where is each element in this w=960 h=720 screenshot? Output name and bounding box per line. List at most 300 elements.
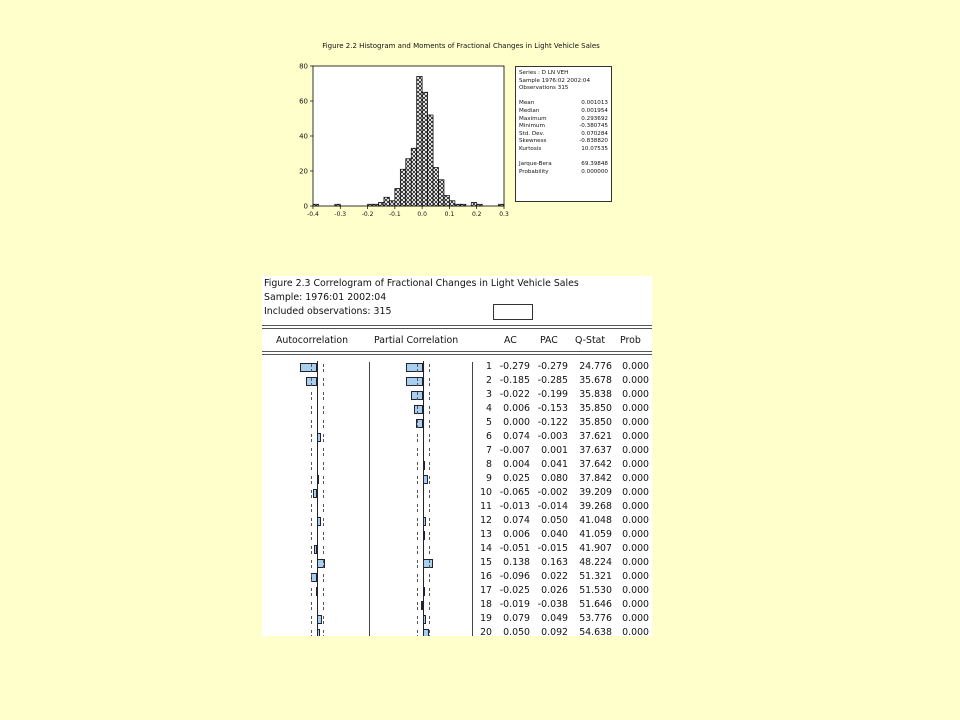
- lag-cell: 8: [486, 459, 492, 470]
- q-stat-cell: 37.642: [579, 459, 612, 470]
- confidence-band-tick: [323, 616, 324, 624]
- q-stat-cell: 39.209: [579, 487, 612, 498]
- histogram-bar: [439, 180, 444, 206]
- confidence-band-tick: [311, 560, 312, 568]
- confidence-band-tick: [429, 392, 430, 400]
- lag-cell: 12: [480, 515, 492, 526]
- confidence-band-tick: [311, 518, 312, 526]
- pac-cell: 0.040: [541, 529, 568, 540]
- confidence-band-tick: [417, 560, 418, 568]
- confidence-band-tick: [429, 574, 430, 582]
- confidence-band-tick: [311, 588, 312, 596]
- histogram-bar: [378, 203, 383, 207]
- pac-cell: -0.003: [537, 431, 568, 442]
- correlogram-row: [262, 403, 652, 417]
- q-stat-cell: 41.907: [579, 543, 612, 554]
- confidence-band-tick: [417, 518, 418, 526]
- lag-cell: 1: [486, 361, 492, 372]
- confidence-band-tick: [417, 364, 418, 372]
- q-stat-cell: 51.321: [579, 571, 612, 582]
- prob-cell: 0.000: [622, 543, 649, 554]
- lag-cell: 11: [480, 501, 492, 512]
- histogram-bar: [368, 204, 373, 206]
- confidence-band-tick: [323, 504, 324, 512]
- ac-cell: -0.065: [499, 487, 530, 498]
- confidence-band-tick: [323, 560, 324, 568]
- confidence-band-tick: [323, 462, 324, 470]
- confidence-band-tick: [417, 476, 418, 484]
- confidence-band-tick: [311, 420, 312, 428]
- prob-cell: 0.000: [622, 529, 649, 540]
- ac-cell: 0.074: [503, 431, 530, 442]
- prob-cell: 0.000: [622, 473, 649, 484]
- q-stat-cell: 37.637: [579, 445, 612, 456]
- confidence-band-tick: [323, 364, 324, 372]
- col-header-q-stat: Q-Stat: [575, 335, 606, 346]
- confidence-band-tick: [429, 364, 430, 372]
- confidence-band-tick: [417, 434, 418, 442]
- x-tick-label: 0.1: [444, 211, 455, 218]
- lag-cell: 10: [480, 487, 492, 498]
- prob-cell: 0.000: [622, 361, 649, 372]
- stat-label: Kurtosis: [519, 145, 542, 152]
- confidence-band-tick: [323, 490, 324, 498]
- prob-cell: 0.000: [622, 571, 649, 582]
- confidence-band-tick: [429, 490, 430, 498]
- lag-cell: 5: [486, 417, 492, 428]
- lag-cell: 15: [480, 557, 492, 568]
- q-stat-cell: 53.776: [579, 613, 612, 624]
- autocorrelation-bar: [317, 629, 320, 636]
- stat-row: [519, 169, 608, 177]
- confidence-band-tick: [311, 378, 312, 386]
- x-tick-label: 0.3: [499, 211, 509, 218]
- correlogram-row: [262, 515, 652, 529]
- confidence-band-tick: [429, 406, 430, 414]
- confidence-band-tick: [429, 532, 430, 540]
- y-tick-label: 20: [299, 167, 308, 176]
- ac-cell: 0.000: [503, 417, 530, 428]
- autocorrelation-bar: [313, 489, 317, 498]
- confidence-band-tick: [323, 588, 324, 596]
- q-stat-cell: 54.638: [579, 627, 612, 636]
- ac-cell: 0.138: [503, 557, 530, 568]
- stat-row: [519, 116, 608, 124]
- pac-cell: -0.285: [537, 375, 568, 386]
- correlogram-title: Figure 2.3 Correlogram of Fractional Changes in Light Vehicle Sales: [264, 278, 579, 289]
- moments-stats-box: [515, 66, 612, 202]
- lag-cell: 16: [480, 571, 492, 582]
- stat-label: Probability: [519, 168, 549, 175]
- stat-row: [519, 123, 608, 131]
- partial-correlation-bar: [421, 601, 423, 610]
- confidence-band-tick: [323, 574, 324, 582]
- empty-input-box: [493, 304, 533, 320]
- histogram-chart: [296, 58, 511, 220]
- confidence-band-tick: [311, 392, 312, 400]
- ac-cell: -0.013: [499, 501, 530, 512]
- histogram-bar: [384, 197, 389, 206]
- stat-value: -0.380745: [579, 123, 608, 130]
- pac-cell: -0.002: [537, 487, 568, 498]
- ac-cell: 0.050: [503, 627, 530, 636]
- q-stat-cell: 35.850: [579, 417, 612, 428]
- partial-correlation-bar: [414, 405, 423, 414]
- correlogram-row: [262, 487, 652, 501]
- col-header-pac: PAC: [540, 335, 558, 346]
- confidence-band-tick: [323, 532, 324, 540]
- histogram-bar: [400, 169, 405, 206]
- confidence-band-tick: [311, 574, 312, 582]
- correlogram-row: [262, 557, 652, 571]
- q-stat-cell: 48.224: [579, 557, 612, 568]
- prob-cell: 0.000: [622, 389, 649, 400]
- pac-cell: -0.122: [537, 417, 568, 428]
- partial-correlation-bar: [423, 629, 429, 636]
- confidence-band-tick: [417, 462, 418, 470]
- stat-label: Jarque-Bera: [519, 161, 552, 168]
- correlogram-row: [262, 543, 652, 557]
- header-rule-top: [262, 325, 652, 326]
- partial-correlation-bar: [423, 615, 426, 624]
- confidence-band-tick: [323, 518, 324, 526]
- confidence-band-tick: [429, 448, 430, 456]
- correlogram-row: [262, 375, 652, 389]
- ac-cell: -0.025: [499, 585, 530, 596]
- lag-cell: 13: [480, 529, 492, 540]
- x-tick-label: 0.0: [417, 211, 427, 218]
- confidence-band-tick: [323, 602, 324, 610]
- prob-cell: 0.000: [622, 599, 649, 610]
- partial-correlation-bar: [423, 475, 428, 484]
- stat-value: -0.838820: [579, 138, 608, 145]
- confidence-band-tick: [429, 518, 430, 526]
- lag-cell: 3: [486, 389, 492, 400]
- autocorrelation-bar: [317, 475, 319, 484]
- stat-value: 0.001954: [581, 107, 608, 114]
- confidence-band-tick: [429, 378, 430, 386]
- confidence-band-tick: [429, 616, 430, 624]
- x-tick-label: -0.4: [307, 211, 319, 218]
- pac-cell: 0.049: [541, 613, 568, 624]
- correlogram-row: [262, 571, 652, 585]
- col-header-partial-correlation: Partial Correlation: [374, 335, 459, 346]
- q-stat-cell: 51.646: [579, 599, 612, 610]
- confidence-band-tick: [417, 630, 418, 636]
- lag-cell: 2: [486, 375, 492, 386]
- pac-cell: 0.080: [541, 473, 568, 484]
- correlogram-row: [262, 613, 652, 627]
- stat-label: Std. Dev.: [519, 130, 545, 137]
- ac-cell: 0.079: [503, 613, 530, 624]
- q-stat-cell: 24.776: [579, 361, 612, 372]
- confidence-band-tick: [417, 378, 418, 386]
- confidence-band-tick: [311, 406, 312, 414]
- q-stat-cell: 39.268: [579, 501, 612, 512]
- confidence-band-tick: [311, 546, 312, 554]
- confidence-band-tick: [417, 504, 418, 512]
- confidence-band-tick: [429, 462, 430, 470]
- stats-sample-label: Sample 1976:02 2002:04: [519, 77, 591, 84]
- confidence-band-tick: [417, 420, 418, 428]
- confidence-band-tick: [417, 588, 418, 596]
- q-stat-cell: 41.048: [579, 515, 612, 526]
- confidence-band-tick: [429, 560, 430, 568]
- histogram-bar: [395, 189, 400, 207]
- stat-label: Skewness: [519, 138, 547, 145]
- lag-cell: 20: [480, 627, 492, 636]
- stat-label: Mean: [519, 100, 535, 107]
- correlogram-row: [262, 459, 652, 473]
- pac-cell: -0.279: [537, 361, 568, 372]
- confidence-band-tick: [429, 434, 430, 442]
- confidence-band-tick: [417, 532, 418, 540]
- confidence-band-tick: [323, 434, 324, 442]
- histogram-bar: [433, 168, 438, 207]
- prob-cell: 0.000: [622, 403, 649, 414]
- stat-row: [519, 146, 608, 154]
- stat-row: [519, 100, 608, 108]
- ac-cell: 0.074: [503, 515, 530, 526]
- correlogram-row: [262, 473, 652, 487]
- correlogram-row: [262, 529, 652, 543]
- confidence-band-tick: [429, 546, 430, 554]
- lag-cell: 14: [480, 543, 492, 554]
- confidence-band-tick: [311, 434, 312, 442]
- prob-cell: 0.000: [622, 557, 649, 568]
- pac-cell: -0.038: [537, 599, 568, 610]
- histogram-bar: [373, 204, 378, 206]
- confidence-band-tick: [417, 602, 418, 610]
- stat-value: 0.070284: [581, 130, 608, 137]
- correlogram-row: [262, 627, 652, 636]
- correlogram-row: [262, 417, 652, 431]
- autocorrelation-bar: [317, 517, 321, 526]
- confidence-band-tick: [323, 406, 324, 414]
- histogram-bar: [455, 204, 460, 206]
- histogram-bar: [411, 148, 416, 206]
- pac-cell: -0.015: [537, 543, 568, 554]
- q-stat-cell: 37.842: [579, 473, 612, 484]
- autocorrelation-bar: [314, 545, 317, 554]
- prob-cell: 0.000: [622, 375, 649, 386]
- correlogram-sample: Sample: 1976:01 2002:04: [264, 292, 387, 303]
- y-tick-label: 40: [299, 132, 308, 141]
- partial-correlation-bar: [423, 531, 425, 540]
- pac-cell: 0.001: [541, 445, 568, 456]
- histogram-bar: [406, 159, 411, 206]
- correlogram-row: [262, 361, 652, 375]
- ac-cell: 0.004: [503, 459, 530, 470]
- q-stat-cell: 35.838: [579, 389, 612, 400]
- confidence-band-tick: [311, 630, 312, 636]
- confidence-band-tick: [417, 406, 418, 414]
- confidence-band-tick: [323, 420, 324, 428]
- confidence-band-tick: [429, 630, 430, 636]
- stat-value: 10.07535: [581, 145, 608, 152]
- prob-cell: 0.000: [622, 501, 649, 512]
- q-stat-cell: 35.850: [579, 403, 612, 414]
- ac-cell: -0.051: [499, 543, 530, 554]
- stat-row: [519, 108, 608, 116]
- stat-value: 0.000000: [581, 168, 608, 175]
- q-stat-cell: 41.059: [579, 529, 612, 540]
- q-stat-cell: 35.678: [579, 375, 612, 386]
- col-header-prob: Prob: [620, 335, 641, 346]
- correlogram-row: [262, 585, 652, 599]
- q-stat-cell: 51.530: [579, 585, 612, 596]
- lag-cell: 6: [486, 431, 492, 442]
- autocorrelation-bar: [317, 559, 325, 568]
- confidence-band-tick: [417, 616, 418, 624]
- correlogram-included-observations: Included observations: 315: [264, 306, 392, 317]
- col-header-ac: AC: [504, 335, 517, 346]
- confidence-band-tick: [311, 602, 312, 610]
- histogram-bar: [460, 204, 465, 206]
- ac-cell: -0.019: [499, 599, 530, 610]
- stat-value: 0.001013: [581, 100, 608, 107]
- ac-cell: 0.006: [503, 529, 530, 540]
- stat-label: Median: [519, 107, 540, 114]
- lag-cell: 7: [486, 445, 492, 456]
- prob-cell: 0.000: [622, 417, 649, 428]
- ac-cell: 0.006: [503, 403, 530, 414]
- stat-row: [519, 138, 608, 146]
- header-rule-top-2: [262, 328, 652, 329]
- confidence-band-tick: [429, 504, 430, 512]
- pac-cell: 0.050: [541, 515, 568, 526]
- x-tick-label: 0.2: [471, 211, 482, 218]
- histogram-bar: [417, 77, 422, 207]
- pac-cell: -0.153: [537, 403, 568, 414]
- pac-cell: -0.014: [537, 501, 568, 512]
- stat-value: 0.293692: [581, 115, 608, 122]
- prob-cell: 0.000: [622, 515, 649, 526]
- confidence-band-tick: [311, 364, 312, 372]
- histogram-bar: [389, 201, 394, 206]
- header-rule-bottom-2: [262, 354, 652, 355]
- confidence-band-tick: [429, 588, 430, 596]
- prob-cell: 0.000: [622, 459, 649, 470]
- stat-row: [519, 161, 608, 169]
- autocorrelation-bar: [316, 587, 318, 596]
- correlogram-figure: [262, 276, 652, 636]
- correlogram-row: [262, 599, 652, 613]
- y-tick-label: 60: [299, 97, 308, 106]
- confidence-band-tick: [323, 630, 324, 636]
- pac-cell: 0.022: [541, 571, 568, 582]
- histogram-bar: [428, 115, 433, 206]
- correlogram-row: [262, 389, 652, 403]
- confidence-band-tick: [429, 420, 430, 428]
- x-tick-label: -0.3: [334, 211, 347, 218]
- y-tick-label: 0: [303, 202, 308, 211]
- ac-cell: -0.007: [499, 445, 530, 456]
- pac-cell: 0.041: [541, 459, 568, 470]
- stat-label: Maximum: [519, 115, 547, 122]
- header-rule-bottom: [262, 351, 652, 352]
- confidence-band-tick: [417, 490, 418, 498]
- stat-row: [519, 131, 608, 139]
- histogram-bar: [422, 92, 427, 206]
- partial-correlation-bar: [406, 363, 423, 372]
- pac-cell: 0.026: [541, 585, 568, 596]
- stats-series-label: Series : D LN VEH: [519, 70, 569, 76]
- y-tick-label: 80: [299, 62, 308, 71]
- confidence-band-tick: [311, 532, 312, 540]
- confidence-band-tick: [417, 448, 418, 456]
- ac-cell: -0.022: [499, 389, 530, 400]
- partial-correlation-bar: [423, 559, 433, 568]
- partial-correlation-bar: [423, 461, 425, 470]
- prob-cell: 0.000: [622, 613, 649, 624]
- prob-cell: 0.000: [622, 627, 649, 636]
- confidence-band-tick: [429, 476, 430, 484]
- confidence-band-tick: [417, 392, 418, 400]
- confidence-band-tick: [323, 448, 324, 456]
- ac-cell: -0.096: [499, 571, 530, 582]
- partial-correlation-bar: [423, 587, 425, 596]
- prob-cell: 0.000: [622, 487, 649, 498]
- histogram-bar: [335, 204, 340, 206]
- lag-cell: 9: [486, 473, 492, 484]
- histogram-bar: [313, 204, 318, 206]
- lag-cell: 18: [480, 599, 492, 610]
- prob-cell: 0.000: [622, 445, 649, 456]
- confidence-band-tick: [311, 476, 312, 484]
- prob-cell: 0.000: [622, 585, 649, 596]
- confidence-band-tick: [323, 546, 324, 554]
- lag-cell: 19: [480, 613, 492, 624]
- confidence-band-tick: [311, 462, 312, 470]
- pac-cell: 0.092: [541, 627, 568, 636]
- confidence-band-tick: [311, 490, 312, 498]
- col-header-autocorrelation: Autocorrelation: [276, 335, 349, 346]
- ac-cell: -0.185: [499, 375, 530, 386]
- q-stat-cell: 37.621: [579, 431, 612, 442]
- histogram-bar: [499, 204, 504, 206]
- histogram-title: Figure 2.2 Histogram and Moments of Fractional Changes in Light Vehicle Sales: [322, 42, 600, 50]
- lag-cell: 17: [480, 585, 492, 596]
- stat-label: Minimum: [519, 123, 545, 130]
- correlogram-row: [262, 431, 652, 445]
- autocorrelation-bar: [300, 363, 317, 372]
- x-tick-label: -0.1: [388, 211, 401, 218]
- histogram-bar: [444, 196, 449, 207]
- correlogram-row: [262, 501, 652, 515]
- autocorrelation-bar: [317, 433, 321, 442]
- stat-value: 69.39848: [581, 161, 608, 168]
- partial-correlation-bar: [423, 517, 426, 526]
- x-tick-label: -0.2: [361, 211, 374, 218]
- confidence-band-tick: [323, 392, 324, 400]
- autocorrelation-bar: [317, 615, 322, 624]
- pac-cell: 0.163: [541, 557, 568, 568]
- confidence-band-tick: [417, 574, 418, 582]
- ac-cell: 0.025: [503, 473, 530, 484]
- ac-cell: -0.279: [499, 361, 530, 372]
- confidence-band-tick: [311, 448, 312, 456]
- partial-correlation-bar: [406, 377, 423, 386]
- confidence-band-tick: [311, 504, 312, 512]
- confidence-band-tick: [323, 378, 324, 386]
- prob-cell: 0.000: [622, 431, 649, 442]
- histogram-bar: [449, 201, 454, 206]
- confidence-band-tick: [429, 602, 430, 610]
- histogram-bar: [471, 203, 476, 207]
- confidence-band-tick: [311, 616, 312, 624]
- histogram-figure: [296, 40, 626, 220]
